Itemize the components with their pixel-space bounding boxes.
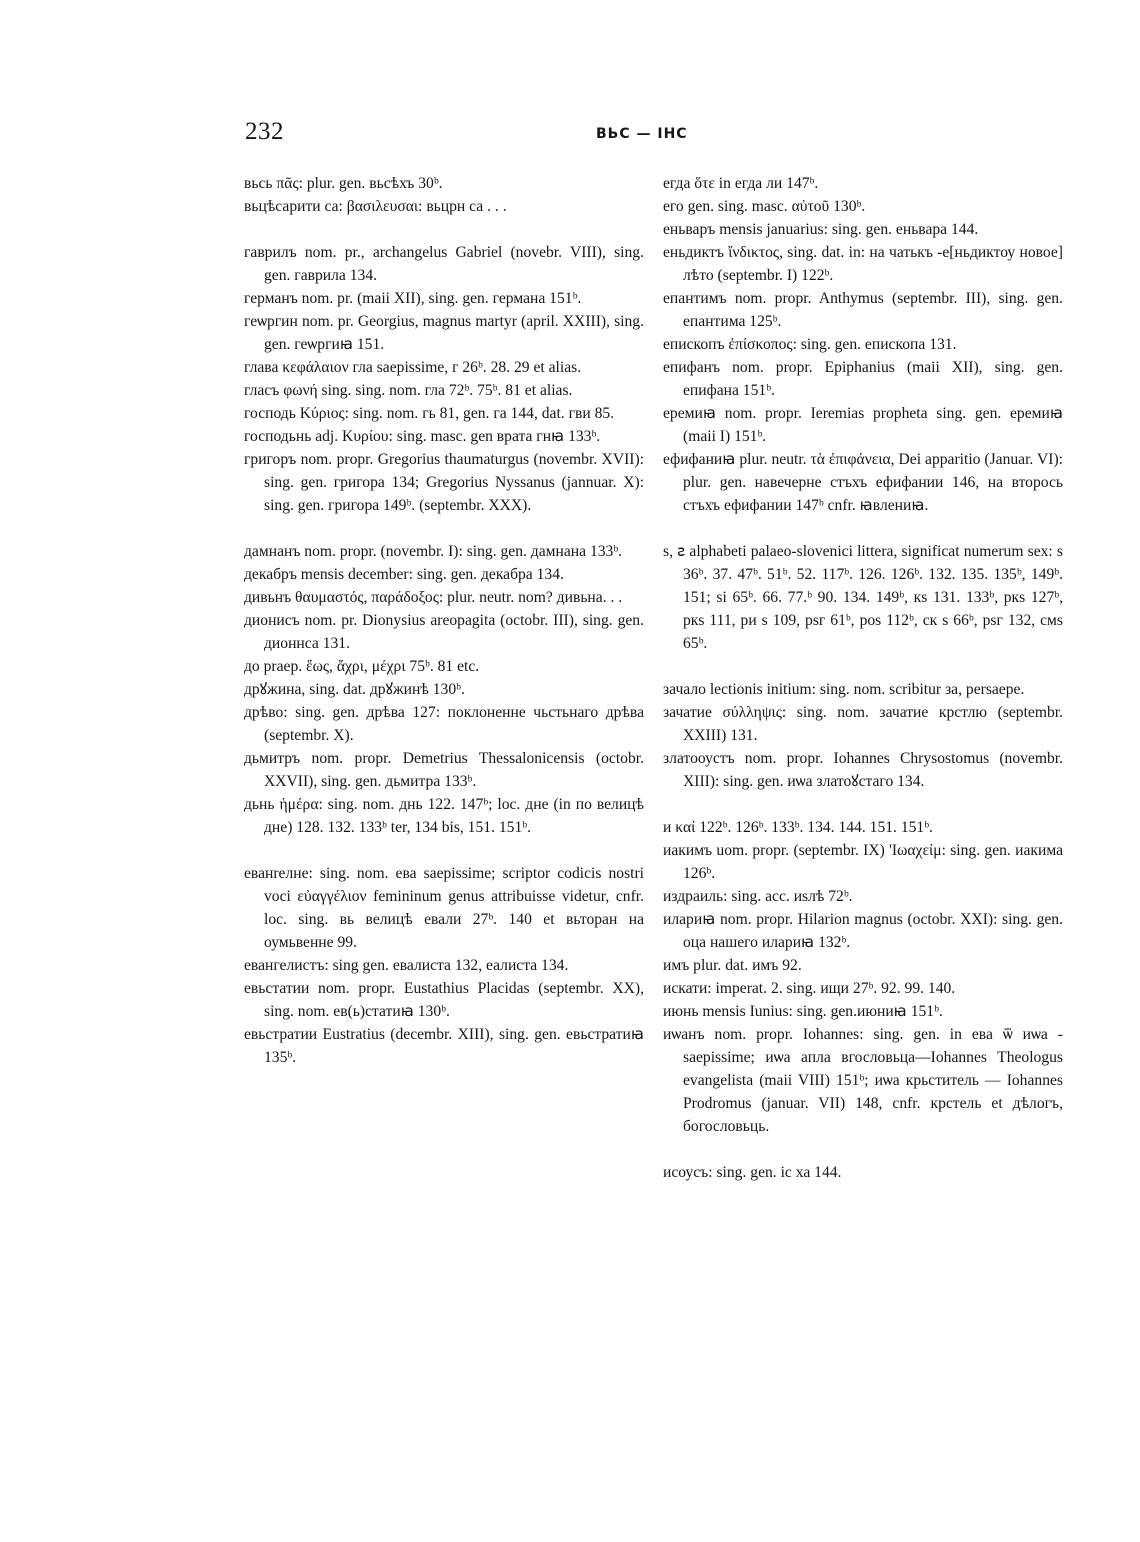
dictionary-entry: геѡргин nom. pr. Georgius, magnus martyr (april. XXIII), sing. gen. геѡргиꙗ 151. <box>244 313 644 353</box>
dictionary-entry: иѡанъ nom. propr. Iohannes: sing. gen. in ева ѿ иѡа -saepissime; иѡа апла вгословьца—Iohannes Theologus evangelista (maii VIII) 151ᵇ; иѡа крьститель — Iohannes Prodromus (januar. VII) 148, cnfr. крстель et дѣлогъ, богословьць. <box>663 1026 1063 1135</box>
dictionary-entry: вьсь πᾶς: plur. gen. вьсѣхъ 30ᵇ. <box>244 175 443 192</box>
dictionary-entry: илариꙗ nom. propr. Hilarion magnus (octobr. XXI): sing. gen. оца нашего илариꙗ 132ᵇ. <box>663 911 1063 951</box>
dictionary-entry: июнь mensis Iunius: sing. gen.июниꙗ 151ᵇ. <box>663 1003 943 1020</box>
dictionary-entry: декабръ mensis december: sing. gen. декабра 134. <box>244 566 564 583</box>
dictionary-entry: ѕ, ꙅ alphabeti palaeo-slovenici littera, significat numerum sex: ѕ 36ᵇ. 37. 47ᵇ. 51ᵇ. 52. 117ᵇ. 126. 126ᵇ. 132. 135. 135ᵇ, 149ᵇ. 151; ѕі 65ᵇ. 66. 77.ᵇ 90. 134. 149ᵇ, кѕ 131. 133ᵇ, ркѕ 127ᵇ, ркѕ 111, ри ѕ 109, рѕг 61ᵇ, роѕ 112ᵇ, ск ѕ 66ᵇ, рѕг 132, смѕ 65ᵇ. <box>663 543 1063 652</box>
dictionary-entry: евьстратии Eustratius (decembr. XIII), sing. gen. евьстратиꙗ 135ᵇ. <box>244 1026 644 1066</box>
dictionary-entry: евангелистъ: sing gen. евалиста 132, еалиста 134. <box>244 957 569 974</box>
dictionary-entry: дивьнъ θαυμαστός, παράδοξος: plur. neutr. nom? дивьна. . . <box>244 589 623 606</box>
dictionary-entry: глава κεφάλαιον гла saepissime, г 26ᵇ. 28. 29 et alias. <box>244 359 582 376</box>
dictionary-entry: германъ nom. pr. (maii XII), sing. gen. германа 151ᵇ. <box>244 290 582 307</box>
dictionary-entry: зачало lectionis initium: sing. nom. scribitur за, persaepe. <box>663 681 1025 698</box>
dictionary-entry: епископъ ἐπίσκοπος: sing. gen. епископа 131. <box>663 336 957 353</box>
dictionary-entry: ефифаниꙗ plur. neutr. τὰ ἐπιφάνεια, Dei apparitio (Januar. VI): plur. gen. навечерне стъхъ ефифании 146, на вторось стъхъ ефифании 147ᵇ cnfr. ꙗвлениꙗ. <box>663 451 1063 514</box>
dictionary-entry: зачатие σύλληψις: sing. nom. зачатие крстлю (septembr. XXIII) 131. <box>663 704 1063 744</box>
dictionary-entry: его gen. sing. masc. αὐτοῦ 130ᵇ. <box>663 198 866 215</box>
dictionary-entry: евьстатии nom. propr. Eustathius Placidas (septembr. XX), sing. nom. ев(ь)статиꙗ 130ᵇ. <box>244 980 644 1020</box>
dictionary-entry: дрꙋжина, sing. dat. дрꙋжинѣ 130ᵇ. <box>244 681 465 698</box>
dictionary-entry: вьцѣсарити са: βασιλευσαι: вьцрн са . . . <box>244 198 507 215</box>
dictionary-entry: дрѣво: sing. gen. дрѣва 127: поклоненне чьстьнаго дрѣва (septembr. X). <box>244 704 644 744</box>
dictionary-entry: еньдиктъ ἴνδικτος, sing. dat. in: на чатькъ -е[ньдиктоу новое] лѣто (septembr. I) 122ᵇ. <box>663 244 1063 284</box>
dictionary-entry: дьнь ἡμέρα: sing. nom. днь 122. 147ᵇ; loc. дне (in по велицѣ дне) 128. 132. 133ᵇ ter, 134 bis, 151. 151ᵇ. <box>244 796 644 836</box>
dictionary-entry: имъ plur. dat. имъ 92. <box>663 957 802 974</box>
dictionary-entry: и καί 122ᵇ. 126ᵇ. 133ᵇ. 134. 144. 151. 151ᵇ. <box>663 819 933 836</box>
running-head: ВЬС — ІНС <box>596 126 688 142</box>
dictionary-entry: епантимъ nom. propr. Anthymus (septembr. III), sing. gen. епантима 125ᵇ. <box>663 290 1063 330</box>
dictionary-entry: егда ὅτε in егда ли 147ᵇ. <box>663 175 819 192</box>
dictionary-entry: златооустъ nom. propr. Iohannes Chrysostomus (novembr. XIII): sing. gen. иѡа златоꙋстаго 134. <box>663 750 1063 790</box>
dictionary-entry: дамнанъ nom. propr. (novembr. I): sing. gen. дамнана 133ᵇ. <box>244 543 623 560</box>
dictionary-entry: гаврилъ nom. pr., archangelus Gabriel (novebr. VIII), sing. gen. гаврила 134. <box>244 244 644 284</box>
dictionary-entry: еньваръ mensis januarius: sing. gen. еньвара 144. <box>663 221 979 238</box>
right-column <box>663 172 1063 1184</box>
page-header <box>0 118 1140 148</box>
left-column <box>244 172 644 1069</box>
dictionary-entry: еремиꙗ nom. propr. Ieremias propheta sing. gen. еремиꙗ (maii I) 151ᵇ. <box>663 405 1063 445</box>
dictionary-entry: дионисъ nom. pr. Dionysius areopagita (octobr. III), sing. gen. дионнса 131. <box>244 612 644 652</box>
dictionary-entry: искати: imperat. 2. sing. ищи 27ᵇ. 92. 99. 140. <box>663 980 956 997</box>
dictionary-entry: иакимъ uom. propr. (septembr. IX) 'Ιωαχείμ: sing. gen. иакима 126ᵇ. <box>663 842 1063 882</box>
dictionary-entry: господьнь adj. Κυρίου: sing. masc. gen врата гнꙗ 133ᵇ. <box>244 428 601 445</box>
dictionary-entry: епифанъ nom. propr. Epiphanius (maii XII), sing. gen. епифана 151ᵇ. <box>663 359 1063 399</box>
dictionary-entry: господь Κύριος: sing. nom. гь 81, gen. га 144, dat. гви 85. <box>244 405 615 422</box>
dictionary-entry: гласъ φωνή sing. sing. nom. гла 72ᵇ. 75ᵇ. 81 et alias. <box>244 382 573 399</box>
dictionary-entry: до praep. ἕως, ἄχρι, μέχρι 75ᵇ. 81 etc. <box>244 658 480 675</box>
dictionary-entry: дьмитръ nom. propr. Demetrius Thessalonicensis (octobr. XXVII), sing. gen. дьмитра 133ᵇ. <box>244 750 644 790</box>
dictionary-entry: издраиль: sing. acc. иѕлѣ 72ᵇ. <box>663 888 853 905</box>
dictionary-entry: исоусъ: sing. gen. ic ха 144. <box>663 1164 842 1181</box>
page-number: 232 <box>245 118 284 145</box>
dictionary-entry: григоръ nom. propr. Gregorius thaumaturgus (novembr. XVII): sing. gen. григора 134; Gregorius Nyssanus (jannuar. X): sing. gen. григора 149ᵇ. (septembr. XXX). <box>244 451 644 514</box>
dictionary-entry: еванrелне: sing. nom. ева saepissime; scriptor codicis nostri voci εὐαγγέλιον femininum genus attribuisse videtur, cnfr. loc. sing. вь велицѣ евали 27ᵇ. 140 et вьторан на оумьвенне 99. <box>244 865 644 951</box>
